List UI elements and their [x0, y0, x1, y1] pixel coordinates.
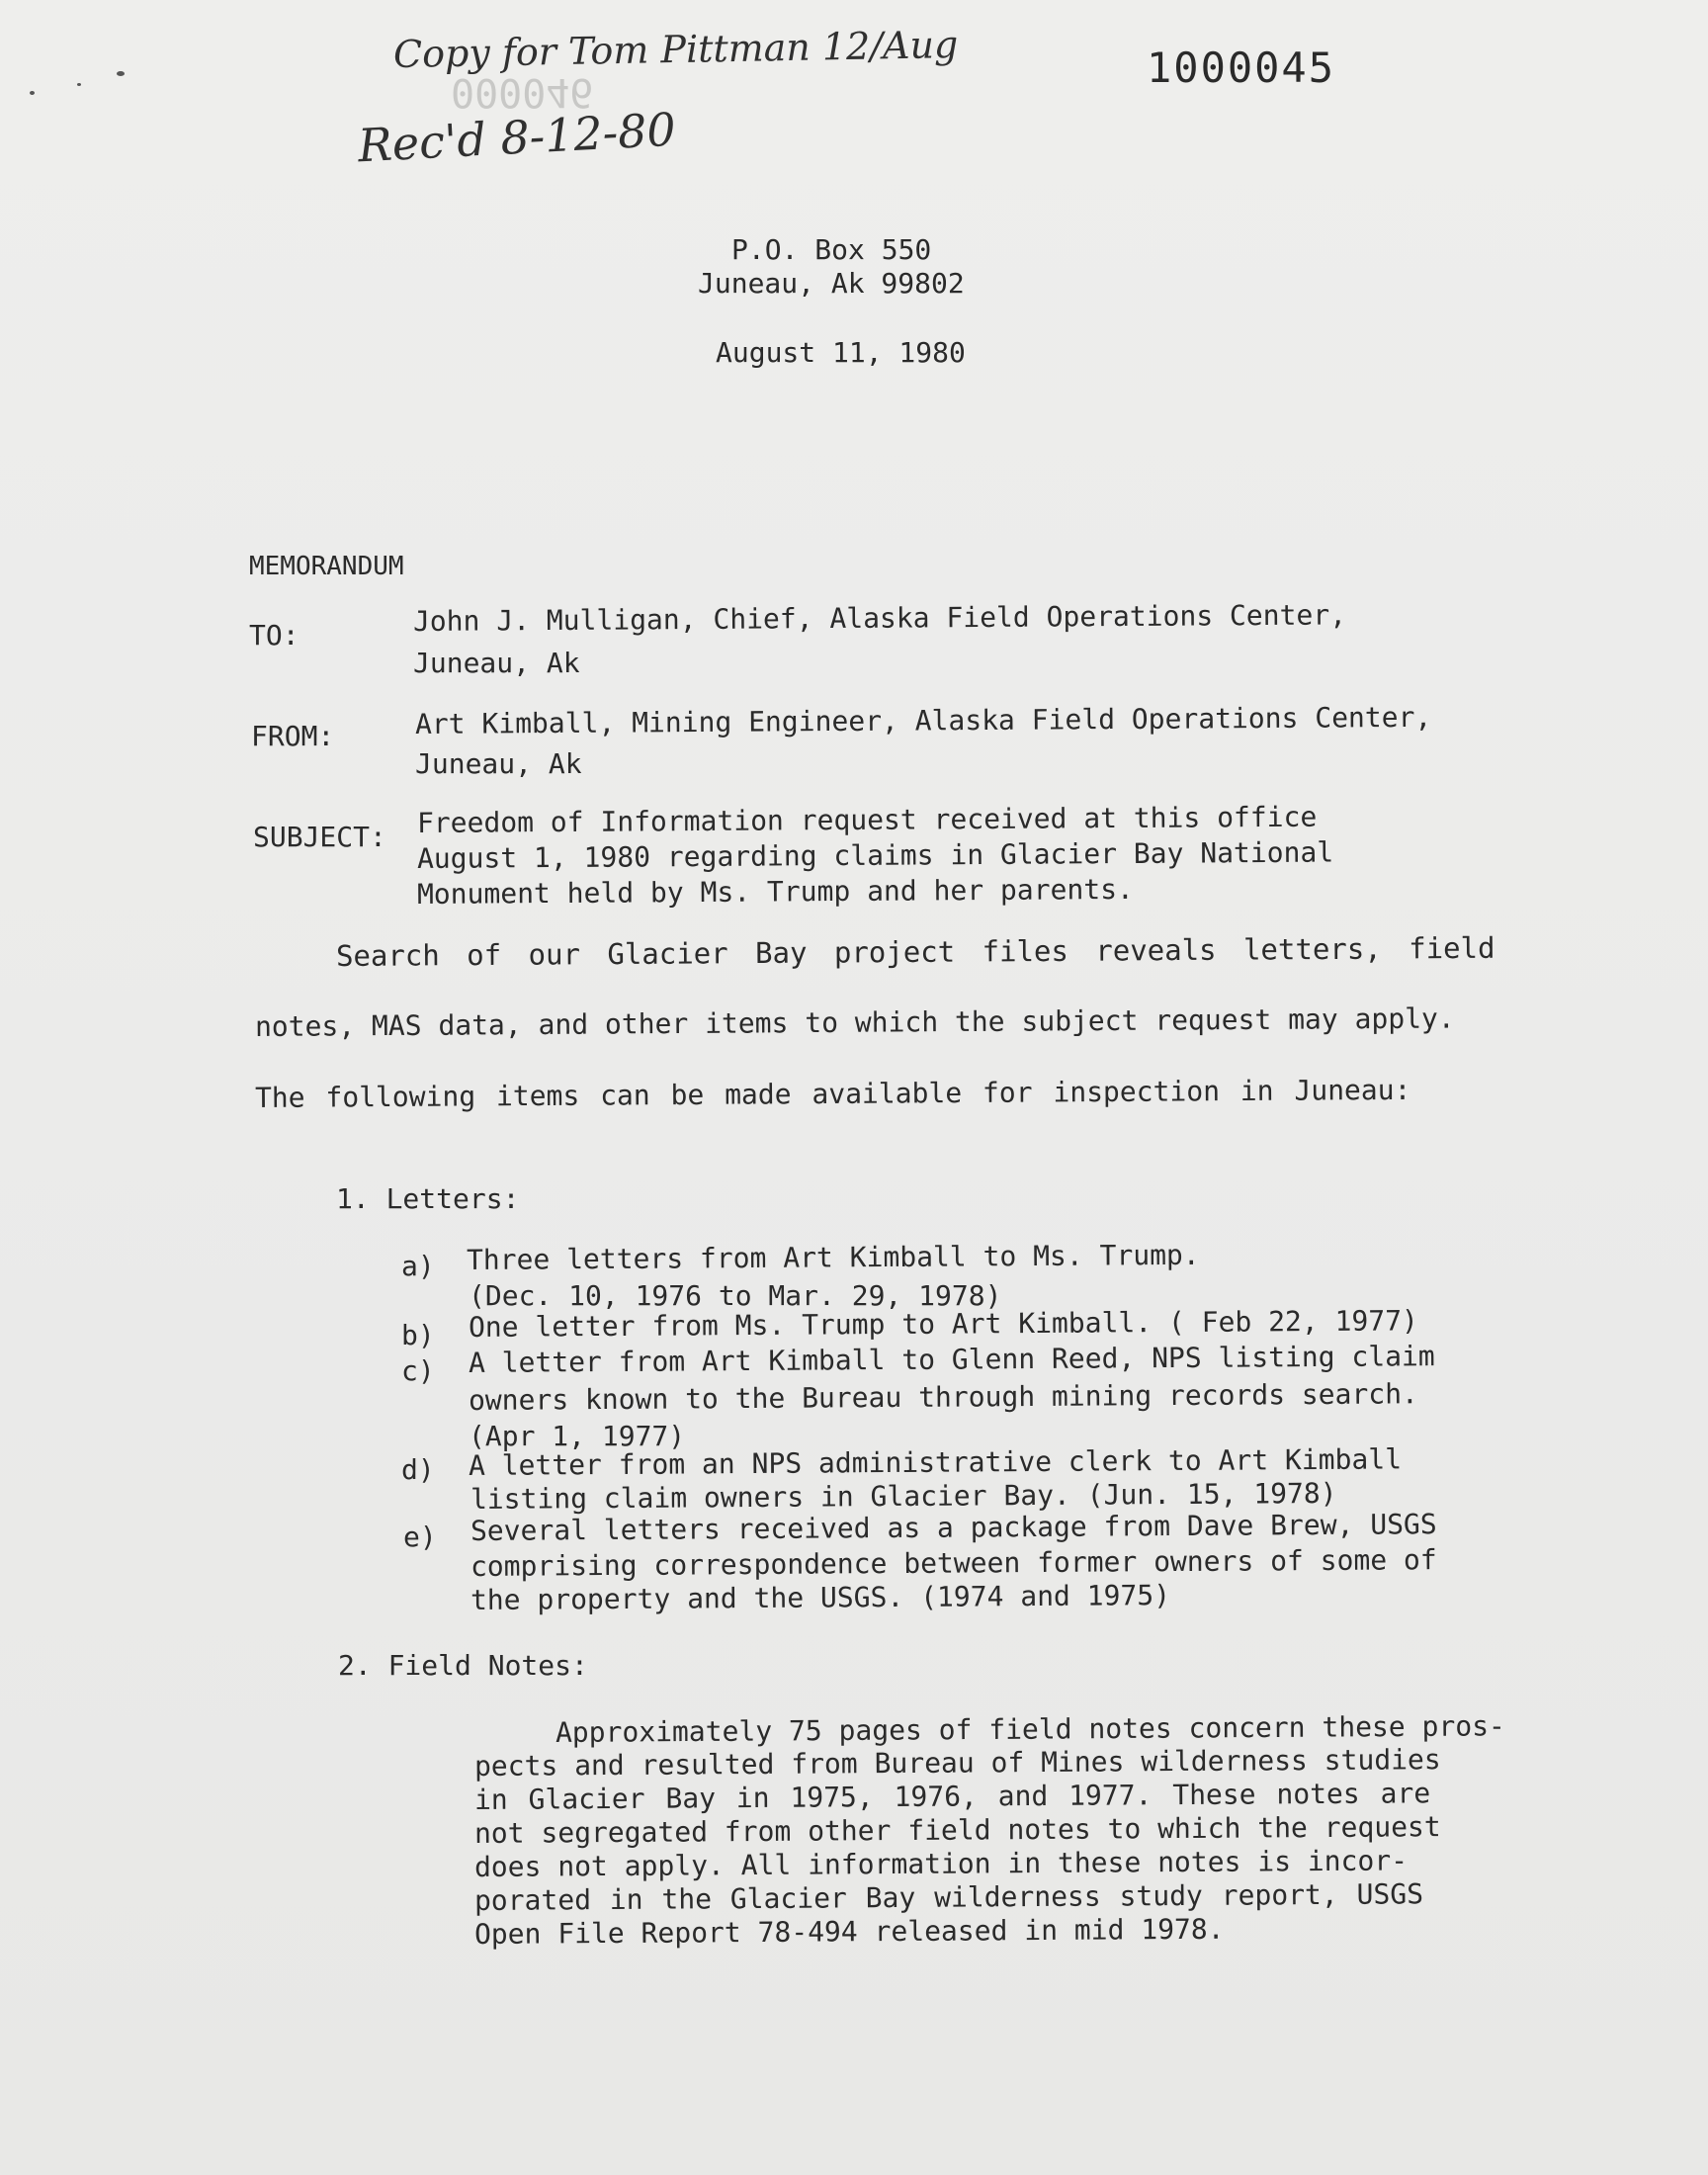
item-d-line-1: A letter from an NPS administrative clerk to Art Kimball	[468, 1442, 1403, 1482]
field-notes-line-2: pects and resulted from Bureau of Mines wilderness studies	[473, 1743, 1441, 1783]
memo-heading: MEMORANDUM	[249, 552, 404, 581]
address-line-1: P.O. Box 550	[731, 233, 932, 266]
scan-speck	[77, 83, 81, 86]
item-d-line-2: listing claim owners in Glacier Bay. (Jun. 15, 1978)	[470, 1476, 1337, 1516]
scan-speck	[30, 91, 35, 95]
field-notes-line-4: not segregated from other field notes to which the request	[473, 1810, 1441, 1850]
item-e-line-1: Several letters received as a package from Dave Brew, USGS	[470, 1508, 1437, 1547]
field-notes-line-5: does not apply. All information in these notes is incor-	[473, 1844, 1409, 1883]
subject-line-2: August 1, 1980 regarding claims in Glacier Bay National	[416, 835, 1334, 875]
item-e-line-3: the property and the USGS. (1974 and 1975)	[470, 1579, 1171, 1616]
item-a-marker: a)	[401, 1250, 435, 1282]
item-c-line-3: (Apr 1, 1977)	[469, 1420, 686, 1452]
subject-line-3: Monument held by Ms. Trump and her parents.	[416, 872, 1134, 911]
to-recipient-line-2: Juneau, Ak	[413, 647, 580, 679]
item-c-line-1: A letter from Art Kimball to Glenn Reed, NPS listing claim	[468, 1340, 1435, 1379]
item-d-marker: d)	[401, 1453, 435, 1486]
from-sender-line-1: Art Kimball, Mining Engineer, Alaska Field Operations Center,	[414, 700, 1432, 740]
body-line-1: Search of our Glacier Bay project files reveals letters, field	[335, 930, 1495, 973]
from-label: FROM:	[251, 720, 335, 752]
address-line-2: Juneau, Ak 99802	[698, 267, 965, 300]
from-sender-line-2: Juneau, Ak	[415, 747, 582, 780]
to-recipient-line-1: John J. Mulligan, Chief, Alaska Field Operations Center,	[412, 598, 1347, 638]
field-notes-line-1: Approximately 75 pages of field notes concern these pros-	[555, 1709, 1505, 1749]
subject-label: SUBJECT:	[253, 821, 386, 853]
faint-offset-number: 000046	[451, 69, 594, 115]
item-e-marker: e)	[403, 1521, 437, 1553]
document-number-stamp: 1000045	[1147, 44, 1336, 92]
item-b-marker: b)	[401, 1319, 435, 1351]
subject-line-1: Freedom of Information request received at this office	[416, 800, 1318, 839]
section-field-notes-heading: 2. Field Notes:	[338, 1649, 588, 1682]
to-label: TO:	[249, 619, 299, 652]
item-a-line-2: (Dec. 10, 1976 to Mar. 29, 1978)	[469, 1279, 1002, 1312]
handwritten-received-note: Rec'd 8-12-80	[356, 102, 677, 173]
item-a-line-1: Three letters from Art Kimball to Ms. Trump.	[466, 1238, 1200, 1276]
item-c-marker: c)	[401, 1354, 435, 1387]
body-line-3: The following items can be made available for inspection in Juneau:	[254, 1073, 1411, 1114]
field-notes-line-7: Open File Report 78-494 released in mid 1978.	[473, 1912, 1225, 1951]
item-c-line-2: owners known to the Bureau through mining records search.	[468, 1377, 1418, 1417]
body-line-2: notes, MAS data, and other items to which the subject request may apply.	[254, 1001, 1455, 1043]
item-b-line-1: One letter from Ms. Trump to Art Kimball. ( Feb 22, 1977)	[468, 1304, 1418, 1344]
memo-date: August 11, 1980	[716, 336, 966, 369]
field-notes-line-6: porated in the Glacier Bay wilderness study report, USGS	[473, 1877, 1424, 1917]
field-notes-line-3: in Glacier Bay in 1975, 1976, and 1977. These notes are	[473, 1777, 1431, 1816]
scan-speck	[117, 71, 125, 76]
item-e-line-2: comprising correspondence between former owners of some of	[470, 1543, 1437, 1583]
section-letters-heading: 1. Letters:	[336, 1182, 520, 1215]
handwritten-copy-note: Copy for Tom Pittman 12/Aug	[392, 23, 959, 76]
